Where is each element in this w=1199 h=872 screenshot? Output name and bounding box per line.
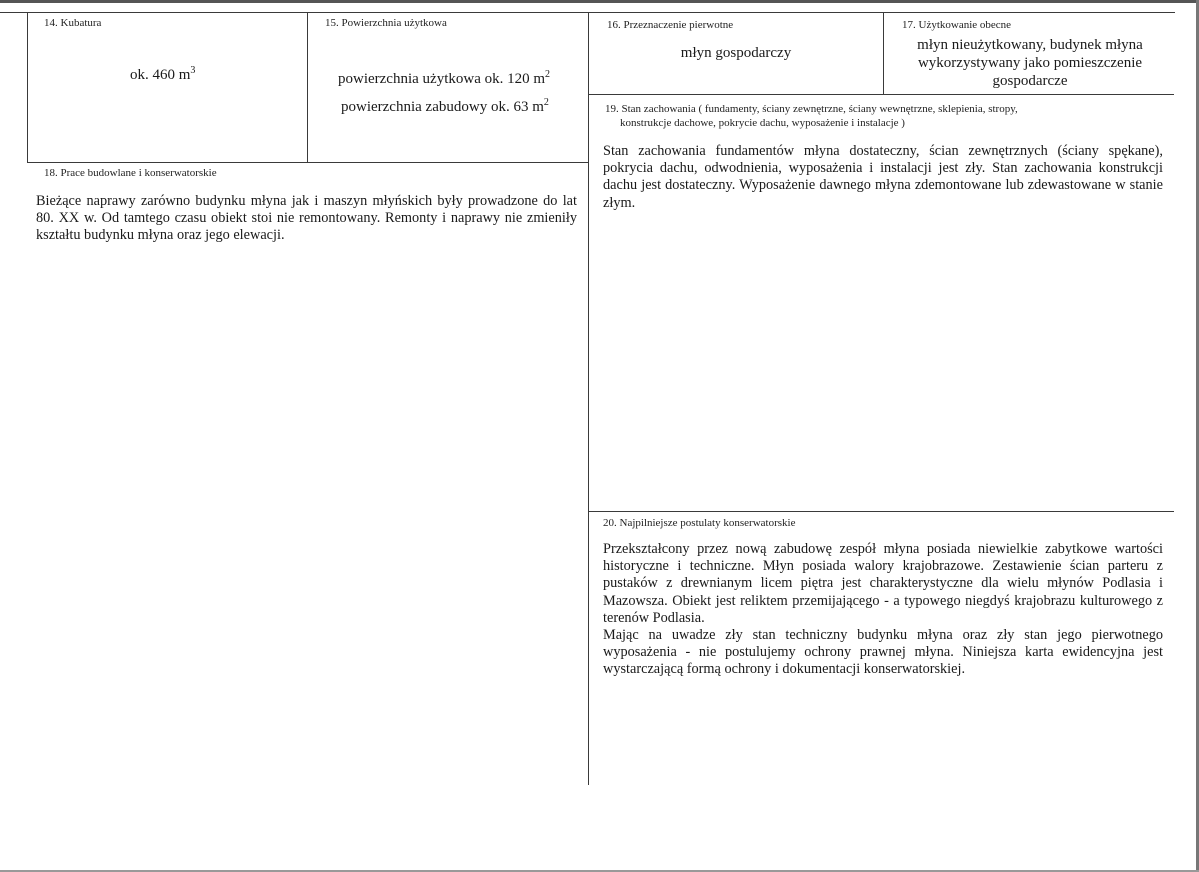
field-14-value: ok. 460 $m^3$ [130,65,196,83]
scan-top-edge [0,0,1199,3]
rule-above-19 [588,94,1174,95]
rule-above-18 [27,162,588,163]
field-15-label: 15. Powierzchnia użytkowa [325,17,447,29]
field-15-usable-area: powierzchnia użytkowa ok. 120 $m^2$ [338,69,551,87]
field-17-line: gospodarcze [992,73,1068,89]
field-16-value: młyn gospodarczy [680,45,792,61]
center-divider [588,12,589,785]
field-20-paragraph: Mając na uwadze zły stan techniczny budynku młyna oraz zły stan jego pierwotnego wyposażenia - nie postulujemy ochrony prawnej młyna. Niniejsza karta ewidencyjna jest wystarczającą formą ochrony i dokumentacji konserwatorskiej. [603,627,1163,678]
field-17-value [885,36,1175,90]
field-20-label: 20. Najpilniejsze postulaty konserwatorskie [603,517,796,529]
field-20-paragraph: Przekształcony przez nową zabudowę zespół młyna posiada niewielkie zabytkowe wartości historyczne i techniczne. Młyn posiada walory krajobrazowe. Zestawienie ścian parteru z pustaków z drewnianym licem piętra jest charakterystyczne dla wielu młynów Podlasia i Mazowsza. Obiekt jest reliktem przemijającego - a typowego niegdyś krajobrazu kulturowego z terenów Podlasia. [603,541,1163,626]
field-20-text [603,541,1163,679]
field-19-text: Stan zachowania fundamentów młyna dostateczny, ścian zewnętrznych (ściany spękane), pokrycia dachu, odwodnienia, wyposażenia i instalacji jest zły. Stan zachowania konstrukcji dachu jest dostateczny. Wyposażenie dawnego młyna zdemontowane lub zdewastowane w stanie złym. [603,143,1163,211]
left-rule-top [27,12,28,162]
divider-16-17 [883,12,884,94]
rule-above-20 [588,511,1174,512]
field-19-label-cont: konstrukcje dachowe, pokrycie dachu, wyposażenie i instalacje ) [620,117,905,129]
field-19-label: 19. Stan zachowania ( fundamenty, ściany zewnętrzne, ściany wewnętrzne, sklepienia, stropy, [605,103,1018,115]
field-17-line: młyn nieużytkowany, budynek młyna [917,37,1143,53]
field-17-line: wykorzystywany jako pomieszczenie [917,55,1143,71]
divider-14-15 [307,12,308,162]
field-16-label: 16. Przeznaczenie pierwotne [607,19,734,31]
field-18-label: 18. Prace budowlane i konserwatorskie [44,167,217,179]
field-18-text: Bieżące naprawy zarówno budynku młyna jak i maszyn młyńskich były prowadzone do lat 80. XX w. Od tamtego czasu obiekt stoi nie remontowany. Remonty i naprawy nie zmieniły kształtu budynku młyna oraz jego elewacji. [36,193,577,244]
field-15-built-area: powierzchnia zabudowy ok. 63 $m^2$ [341,97,549,115]
field-17-label: 17. Użytkowanie obecne [902,19,1012,31]
field-14-label: 14. Kubatura [44,17,102,29]
